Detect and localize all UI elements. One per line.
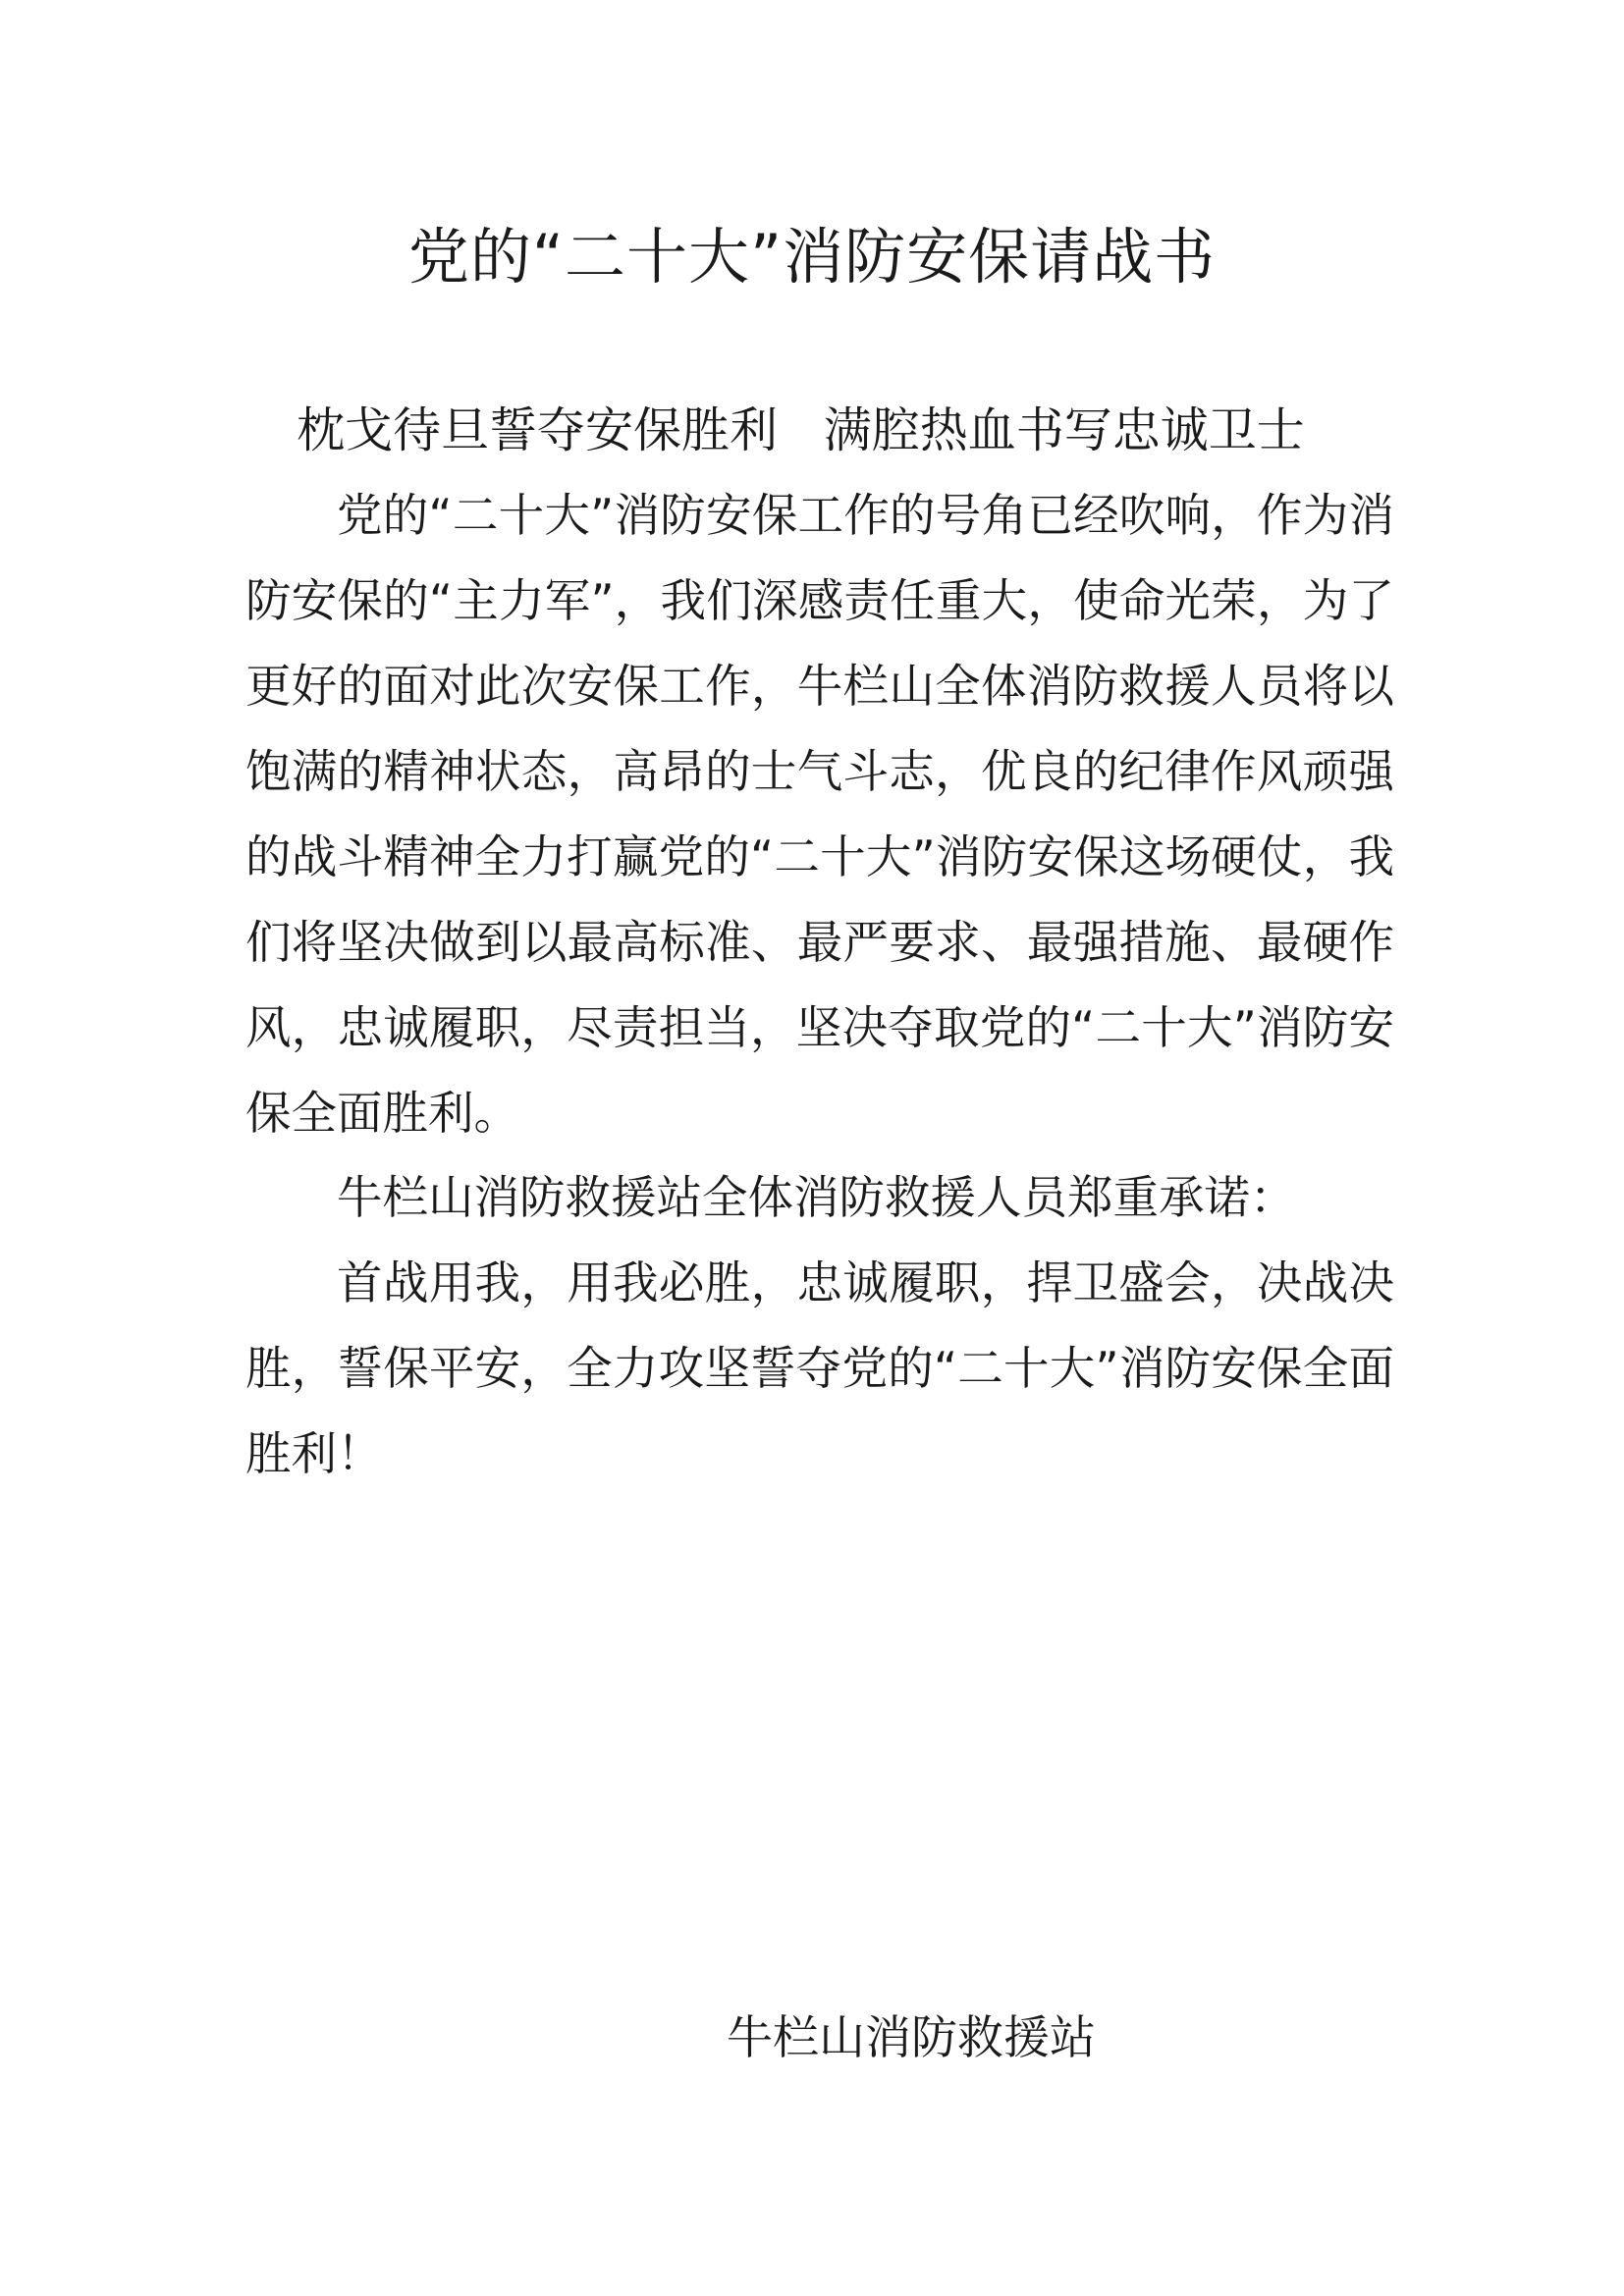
paragraph-commitment-lead: 牛栏山消防救援站全体消防救援人员郑重承诺： <box>337 1171 1296 1224</box>
paragraph-pledge-intro: 党的“二十大”消防安保工作的号角已经吹响，作为消防安保的“主力军”，我们深感责任重大，使命光荣，为了更好的面对此次安保工作，牛栏山全体消防救援人员将以饱满的精神状态，高昂的士气斗志，优良的纪律作风顽强的战斗精神全力打赢党的“二十大”消防安保这场硬仗，我们将坚决做到以最高标准、最严要求、最强措施、最硬作风，忠诚履职，尽责担当，坚决夺取党的“二十大”消防安保全面胜利。 <box>245 489 1394 1140</box>
document-title: 党的“二十大”消防安保请战书 <box>407 221 1217 293</box>
signature: 牛栏山消防救援站 <box>727 2011 1096 2065</box>
paragraph-commitment: 首战用我，用我必胜，忠诚履职，捍卫盛会，决战决胜，誓保平安，全力攻坚誓夺党的“二十大”消防安保全面胜利！ <box>245 1256 1394 1480</box>
document-subtitle: 枕戈待旦誓夺安保胜利 满腔热血书写忠诚卫士 <box>297 402 1305 458</box>
